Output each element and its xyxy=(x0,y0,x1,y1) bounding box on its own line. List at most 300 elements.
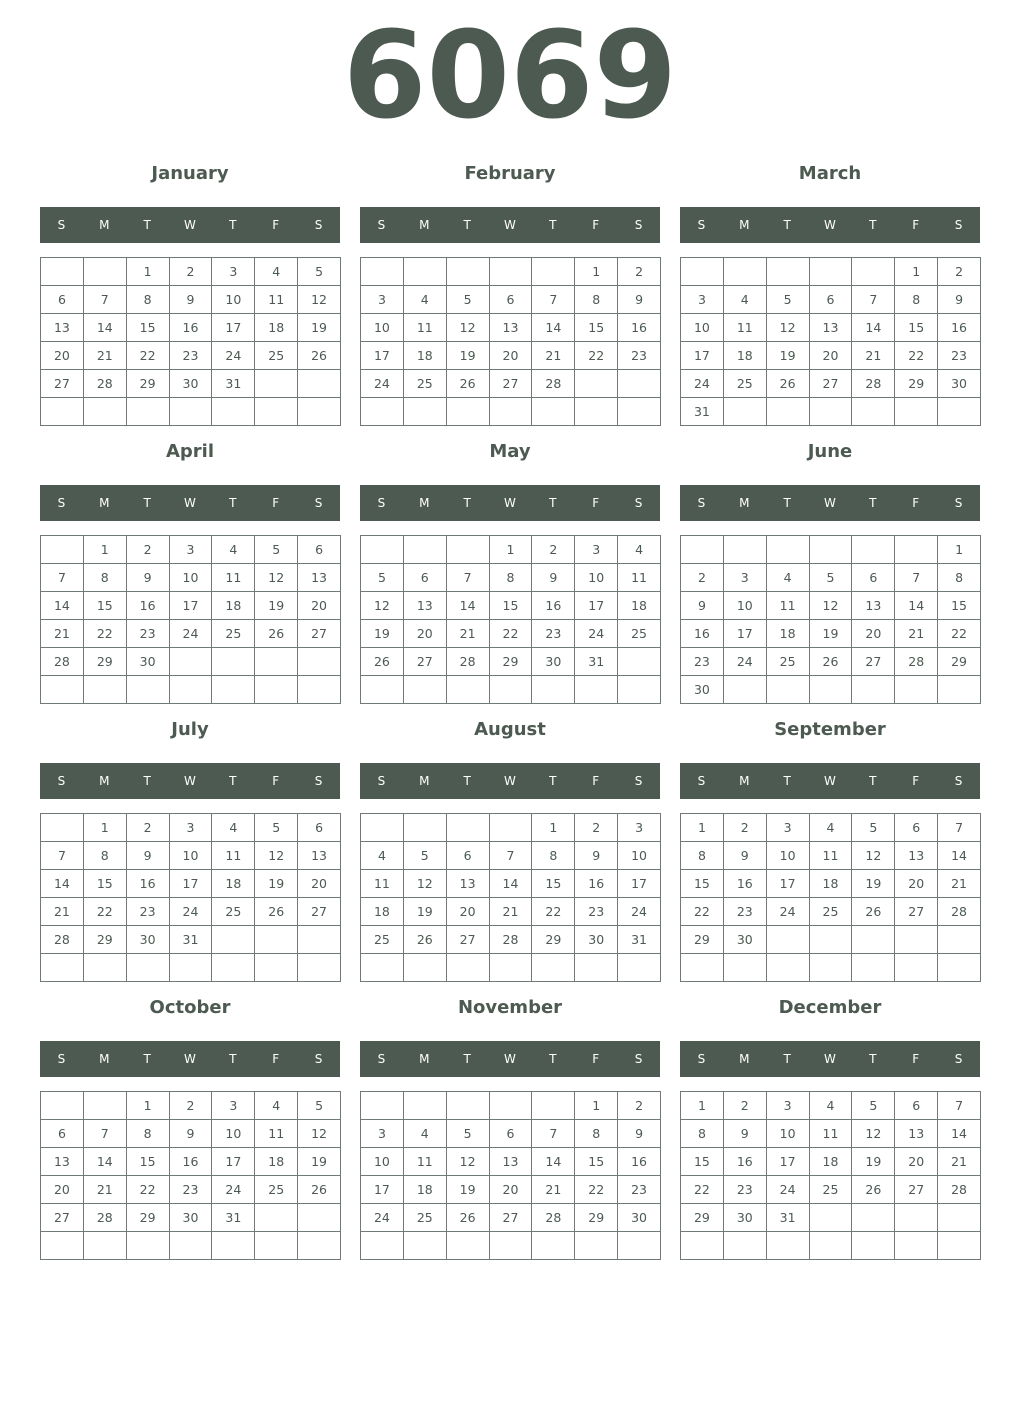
day-grid xyxy=(360,535,661,704)
weekday-label: W xyxy=(184,1052,196,1066)
day-cell xyxy=(361,258,404,286)
month-name: October xyxy=(149,997,231,1018)
day-cell xyxy=(447,1232,490,1260)
day-cell: 20 xyxy=(447,898,490,926)
day-cell: 10 xyxy=(212,286,255,314)
weekday-label: S xyxy=(954,218,963,232)
day-cell: 22 xyxy=(938,620,981,648)
day-cell: 16 xyxy=(724,870,767,898)
day-cell: 15 xyxy=(490,592,533,620)
day-cell: 5 xyxy=(810,564,853,592)
day-cell: 29 xyxy=(681,926,724,954)
day-cell: 31 xyxy=(212,1204,255,1232)
day-cell xyxy=(41,1232,84,1260)
day-cell xyxy=(938,1232,981,1260)
weekday-label: S xyxy=(634,774,643,788)
day-cell: 21 xyxy=(41,620,84,648)
day-cell xyxy=(41,258,84,286)
day-cell: 12 xyxy=(852,842,895,870)
month-name: September xyxy=(774,719,886,740)
day-cell: 18 xyxy=(255,1148,298,1176)
day-cell: 13 xyxy=(810,314,853,342)
day-cell: 27 xyxy=(298,898,341,926)
day-cell: 18 xyxy=(810,1148,853,1176)
day-cell: 21 xyxy=(938,1148,981,1176)
day-cell: 12 xyxy=(447,1148,490,1176)
day-cell: 26 xyxy=(298,342,341,370)
day-cell xyxy=(255,398,298,426)
day-cell: 24 xyxy=(361,1204,404,1232)
day-cell: 17 xyxy=(361,342,404,370)
weekday-label: T xyxy=(463,496,471,510)
day-cell xyxy=(532,398,575,426)
weekday-label: T xyxy=(463,218,471,232)
day-cell: 29 xyxy=(84,926,127,954)
day-cell xyxy=(575,676,618,704)
day-cell: 22 xyxy=(127,342,170,370)
day-cell: 3 xyxy=(212,1092,255,1120)
day-cell: 1 xyxy=(84,536,127,564)
day-cell xyxy=(404,258,447,286)
day-cell xyxy=(447,676,490,704)
day-cell: 4 xyxy=(404,1120,447,1148)
day-cell: 26 xyxy=(255,898,298,926)
weekday-label: M xyxy=(739,496,750,510)
day-cell: 12 xyxy=(298,1120,341,1148)
day-cell xyxy=(361,398,404,426)
day-cell: 15 xyxy=(681,1148,724,1176)
day-cell xyxy=(361,954,404,982)
weekday-label: S xyxy=(57,218,66,232)
day-cell: 29 xyxy=(127,1204,170,1232)
day-cell: 8 xyxy=(681,842,724,870)
weekday-label: T xyxy=(783,496,791,510)
weekday-header xyxy=(680,1041,980,1077)
day-cell: 18 xyxy=(404,1176,447,1204)
day-cell: 18 xyxy=(404,342,447,370)
day-cell xyxy=(938,398,981,426)
day-cell: 1 xyxy=(938,536,981,564)
day-cell: 29 xyxy=(84,648,127,676)
day-cell xyxy=(41,398,84,426)
month-name: February xyxy=(464,163,556,184)
day-cell: 17 xyxy=(767,870,810,898)
month-may xyxy=(360,434,660,712)
day-cell: 26 xyxy=(852,898,895,926)
weekday-header xyxy=(360,485,660,521)
day-cell: 3 xyxy=(361,286,404,314)
day-cell: 23 xyxy=(127,898,170,926)
day-cell xyxy=(724,398,767,426)
day-cell: 6 xyxy=(895,814,938,842)
day-cell: 2 xyxy=(938,258,981,286)
day-cell xyxy=(852,954,895,982)
day-cell: 14 xyxy=(41,592,84,620)
months-grid xyxy=(40,156,980,1268)
day-cell: 20 xyxy=(298,592,341,620)
day-cell: 17 xyxy=(170,592,213,620)
day-cell xyxy=(490,676,533,704)
day-cell: 11 xyxy=(404,314,447,342)
day-cell: 22 xyxy=(490,620,533,648)
day-cell: 30 xyxy=(938,370,981,398)
weekday-label: T xyxy=(229,1052,237,1066)
day-cell: 23 xyxy=(127,620,170,648)
day-cell: 23 xyxy=(618,1176,661,1204)
weekday-header xyxy=(360,207,660,243)
day-cell: 16 xyxy=(170,314,213,342)
day-cell: 7 xyxy=(852,286,895,314)
day-cell xyxy=(490,258,533,286)
day-cell: 6 xyxy=(490,1120,533,1148)
weekday-label: M xyxy=(99,496,110,510)
day-cell: 30 xyxy=(532,648,575,676)
day-cell: 4 xyxy=(618,536,661,564)
day-cell xyxy=(404,536,447,564)
day-cell: 16 xyxy=(938,314,981,342)
day-cell: 26 xyxy=(255,620,298,648)
day-cell: 16 xyxy=(618,1148,661,1176)
day-cell xyxy=(767,258,810,286)
day-cell: 17 xyxy=(170,870,213,898)
day-cell xyxy=(361,1232,404,1260)
day-cell xyxy=(404,676,447,704)
day-cell xyxy=(810,398,853,426)
day-cell: 14 xyxy=(852,314,895,342)
weekday-label: W xyxy=(504,218,516,232)
day-cell: 23 xyxy=(532,620,575,648)
day-cell: 17 xyxy=(212,314,255,342)
day-cell xyxy=(447,398,490,426)
day-cell: 7 xyxy=(41,564,84,592)
day-cell: 19 xyxy=(404,898,447,926)
day-cell: 13 xyxy=(41,1148,84,1176)
day-cell: 3 xyxy=(724,564,767,592)
day-cell xyxy=(767,676,810,704)
day-cell xyxy=(170,398,213,426)
day-cell: 28 xyxy=(532,1204,575,1232)
day-cell: 28 xyxy=(84,370,127,398)
day-cell: 31 xyxy=(681,398,724,426)
day-cell: 21 xyxy=(447,620,490,648)
weekday-label: T xyxy=(143,774,151,788)
day-cell: 5 xyxy=(298,1092,341,1120)
month-name: January xyxy=(151,163,229,184)
day-cell: 25 xyxy=(810,898,853,926)
day-cell: 3 xyxy=(767,814,810,842)
weekday-label: W xyxy=(504,1052,516,1066)
day-cell: 1 xyxy=(575,1092,618,1120)
day-cell: 29 xyxy=(127,370,170,398)
day-cell xyxy=(447,536,490,564)
day-cell: 23 xyxy=(681,648,724,676)
day-cell: 14 xyxy=(490,870,533,898)
weekday-label: F xyxy=(592,496,600,510)
day-cell: 16 xyxy=(170,1148,213,1176)
day-cell xyxy=(618,676,661,704)
day-cell xyxy=(810,1232,853,1260)
day-grid xyxy=(680,1091,981,1260)
day-cell: 1 xyxy=(575,258,618,286)
day-cell: 12 xyxy=(255,842,298,870)
day-cell: 29 xyxy=(938,648,981,676)
day-cell: 9 xyxy=(724,1120,767,1148)
day-cell: 31 xyxy=(618,926,661,954)
day-cell: 8 xyxy=(127,1120,170,1148)
day-cell: 11 xyxy=(212,564,255,592)
day-cell xyxy=(810,676,853,704)
day-cell xyxy=(895,926,938,954)
day-cell: 12 xyxy=(298,286,341,314)
day-grid xyxy=(40,813,341,982)
day-cell xyxy=(298,370,341,398)
day-cell: 6 xyxy=(298,536,341,564)
day-cell xyxy=(298,954,341,982)
day-cell: 21 xyxy=(852,342,895,370)
day-grid xyxy=(360,813,661,982)
day-cell xyxy=(41,536,84,564)
day-cell: 23 xyxy=(170,1176,213,1204)
day-cell: 25 xyxy=(724,370,767,398)
day-cell: 7 xyxy=(938,814,981,842)
weekday-label: W xyxy=(184,218,196,232)
day-cell xyxy=(490,398,533,426)
day-cell: 17 xyxy=(681,342,724,370)
day-cell: 27 xyxy=(41,370,84,398)
weekday-label: T xyxy=(549,496,557,510)
day-cell: 8 xyxy=(681,1120,724,1148)
day-cell: 25 xyxy=(618,620,661,648)
day-cell: 5 xyxy=(255,536,298,564)
day-cell: 15 xyxy=(532,870,575,898)
day-cell: 26 xyxy=(298,1176,341,1204)
weekday-label: W xyxy=(184,496,196,510)
day-cell: 28 xyxy=(532,370,575,398)
day-cell xyxy=(404,398,447,426)
day-cell: 15 xyxy=(681,870,724,898)
day-cell: 20 xyxy=(404,620,447,648)
day-cell xyxy=(724,536,767,564)
day-cell: 22 xyxy=(681,1176,724,1204)
day-cell: 30 xyxy=(618,1204,661,1232)
day-cell: 4 xyxy=(767,564,810,592)
year-title: 6069 xyxy=(343,7,677,146)
day-cell: 7 xyxy=(895,564,938,592)
weekday-label: T xyxy=(783,1052,791,1066)
weekday-label: T xyxy=(229,218,237,232)
weekday-label: S xyxy=(634,1052,643,1066)
day-cell xyxy=(447,814,490,842)
day-cell: 2 xyxy=(575,814,618,842)
day-cell: 19 xyxy=(298,1148,341,1176)
day-cell xyxy=(255,676,298,704)
day-cell xyxy=(852,676,895,704)
day-cell: 24 xyxy=(724,648,767,676)
day-cell: 20 xyxy=(895,1148,938,1176)
weekday-label: S xyxy=(634,218,643,232)
day-cell xyxy=(170,676,213,704)
day-cell: 16 xyxy=(575,870,618,898)
weekday-label: M xyxy=(99,218,110,232)
month-name: December xyxy=(778,997,882,1018)
day-cell xyxy=(532,676,575,704)
day-cell: 3 xyxy=(212,258,255,286)
day-cell: 19 xyxy=(852,870,895,898)
day-cell xyxy=(212,398,255,426)
day-cell xyxy=(404,1092,447,1120)
day-cell: 6 xyxy=(447,842,490,870)
day-cell xyxy=(490,954,533,982)
day-cell: 10 xyxy=(724,592,767,620)
day-cell xyxy=(490,1092,533,1120)
day-cell xyxy=(852,258,895,286)
day-cell: 8 xyxy=(127,286,170,314)
day-cell xyxy=(41,814,84,842)
day-cell: 22 xyxy=(575,342,618,370)
weekday-label: S xyxy=(697,1052,706,1066)
weekday-label: T xyxy=(549,774,557,788)
day-cell: 25 xyxy=(212,898,255,926)
weekday-header xyxy=(680,763,980,799)
day-cell: 7 xyxy=(447,564,490,592)
weekday-label: W xyxy=(824,218,836,232)
weekday-label: F xyxy=(912,496,920,510)
weekday-header xyxy=(680,485,980,521)
day-cell xyxy=(41,1092,84,1120)
day-cell: 18 xyxy=(361,898,404,926)
day-cell: 10 xyxy=(170,842,213,870)
weekday-label: S xyxy=(57,496,66,510)
day-cell: 9 xyxy=(618,1120,661,1148)
day-cell: 23 xyxy=(618,342,661,370)
day-cell: 8 xyxy=(938,564,981,592)
day-cell: 12 xyxy=(361,592,404,620)
day-cell xyxy=(298,1232,341,1260)
day-cell xyxy=(895,954,938,982)
day-cell: 9 xyxy=(681,592,724,620)
day-cell: 13 xyxy=(298,842,341,870)
weekday-label: T xyxy=(463,1052,471,1066)
day-cell: 2 xyxy=(170,1092,213,1120)
day-cell: 4 xyxy=(361,842,404,870)
day-cell: 5 xyxy=(447,1120,490,1148)
day-cell: 11 xyxy=(212,842,255,870)
day-cell: 2 xyxy=(724,1092,767,1120)
day-cell xyxy=(810,536,853,564)
day-cell: 10 xyxy=(618,842,661,870)
day-cell xyxy=(84,954,127,982)
day-cell: 6 xyxy=(895,1092,938,1120)
day-cell: 6 xyxy=(404,564,447,592)
day-cell xyxy=(532,258,575,286)
day-cell xyxy=(447,1092,490,1120)
day-cell: 30 xyxy=(127,648,170,676)
day-cell: 21 xyxy=(84,342,127,370)
day-cell: 14 xyxy=(84,314,127,342)
day-cell: 15 xyxy=(84,870,127,898)
day-cell: 30 xyxy=(575,926,618,954)
day-cell xyxy=(212,926,255,954)
day-cell: 7 xyxy=(41,842,84,870)
day-cell: 26 xyxy=(447,1204,490,1232)
day-cell: 2 xyxy=(618,258,661,286)
day-cell: 25 xyxy=(255,342,298,370)
day-cell: 28 xyxy=(938,898,981,926)
day-cell xyxy=(767,1232,810,1260)
day-cell: 24 xyxy=(767,1176,810,1204)
weekday-label: W xyxy=(504,774,516,788)
day-cell: 8 xyxy=(490,564,533,592)
day-cell: 1 xyxy=(490,536,533,564)
weekday-label: S xyxy=(314,218,323,232)
day-cell: 31 xyxy=(170,926,213,954)
day-cell: 18 xyxy=(212,592,255,620)
day-cell xyxy=(681,536,724,564)
day-cell xyxy=(575,954,618,982)
day-cell: 2 xyxy=(127,814,170,842)
day-cell xyxy=(852,1232,895,1260)
day-cell: 4 xyxy=(404,286,447,314)
weekday-label: M xyxy=(739,218,750,232)
day-cell: 7 xyxy=(532,286,575,314)
weekday-header xyxy=(40,763,340,799)
day-cell: 11 xyxy=(724,314,767,342)
day-cell: 28 xyxy=(490,926,533,954)
day-cell: 23 xyxy=(724,1176,767,1204)
day-cell xyxy=(84,1092,127,1120)
day-cell: 9 xyxy=(170,286,213,314)
weekday-label: T xyxy=(869,774,877,788)
day-cell: 27 xyxy=(895,898,938,926)
day-cell: 25 xyxy=(810,1176,853,1204)
day-cell: 3 xyxy=(575,536,618,564)
day-cell xyxy=(298,648,341,676)
day-cell: 25 xyxy=(212,620,255,648)
day-cell: 20 xyxy=(41,342,84,370)
month-name: April xyxy=(165,441,215,462)
day-cell: 28 xyxy=(938,1176,981,1204)
day-cell: 16 xyxy=(681,620,724,648)
day-cell: 1 xyxy=(681,1092,724,1120)
day-grid xyxy=(680,813,981,982)
day-cell: 12 xyxy=(767,314,810,342)
day-cell: 15 xyxy=(895,314,938,342)
day-cell xyxy=(810,926,853,954)
day-cell: 31 xyxy=(212,370,255,398)
day-cell: 22 xyxy=(127,1176,170,1204)
day-grid xyxy=(40,1091,341,1260)
day-cell: 4 xyxy=(212,536,255,564)
day-cell: 9 xyxy=(618,286,661,314)
day-cell: 29 xyxy=(490,648,533,676)
day-grid xyxy=(360,257,661,426)
day-cell: 31 xyxy=(767,1204,810,1232)
day-cell: 27 xyxy=(810,370,853,398)
weekday-label: F xyxy=(592,1052,600,1066)
month-august xyxy=(360,712,660,990)
weekday-label: S xyxy=(377,218,386,232)
day-cell xyxy=(724,1232,767,1260)
day-cell xyxy=(852,398,895,426)
weekday-label: M xyxy=(739,774,750,788)
day-cell xyxy=(575,370,618,398)
day-cell: 7 xyxy=(84,286,127,314)
day-cell xyxy=(212,676,255,704)
day-cell: 17 xyxy=(212,1148,255,1176)
weekday-label: M xyxy=(419,218,430,232)
day-cell: 8 xyxy=(575,1120,618,1148)
day-cell: 6 xyxy=(298,814,341,842)
